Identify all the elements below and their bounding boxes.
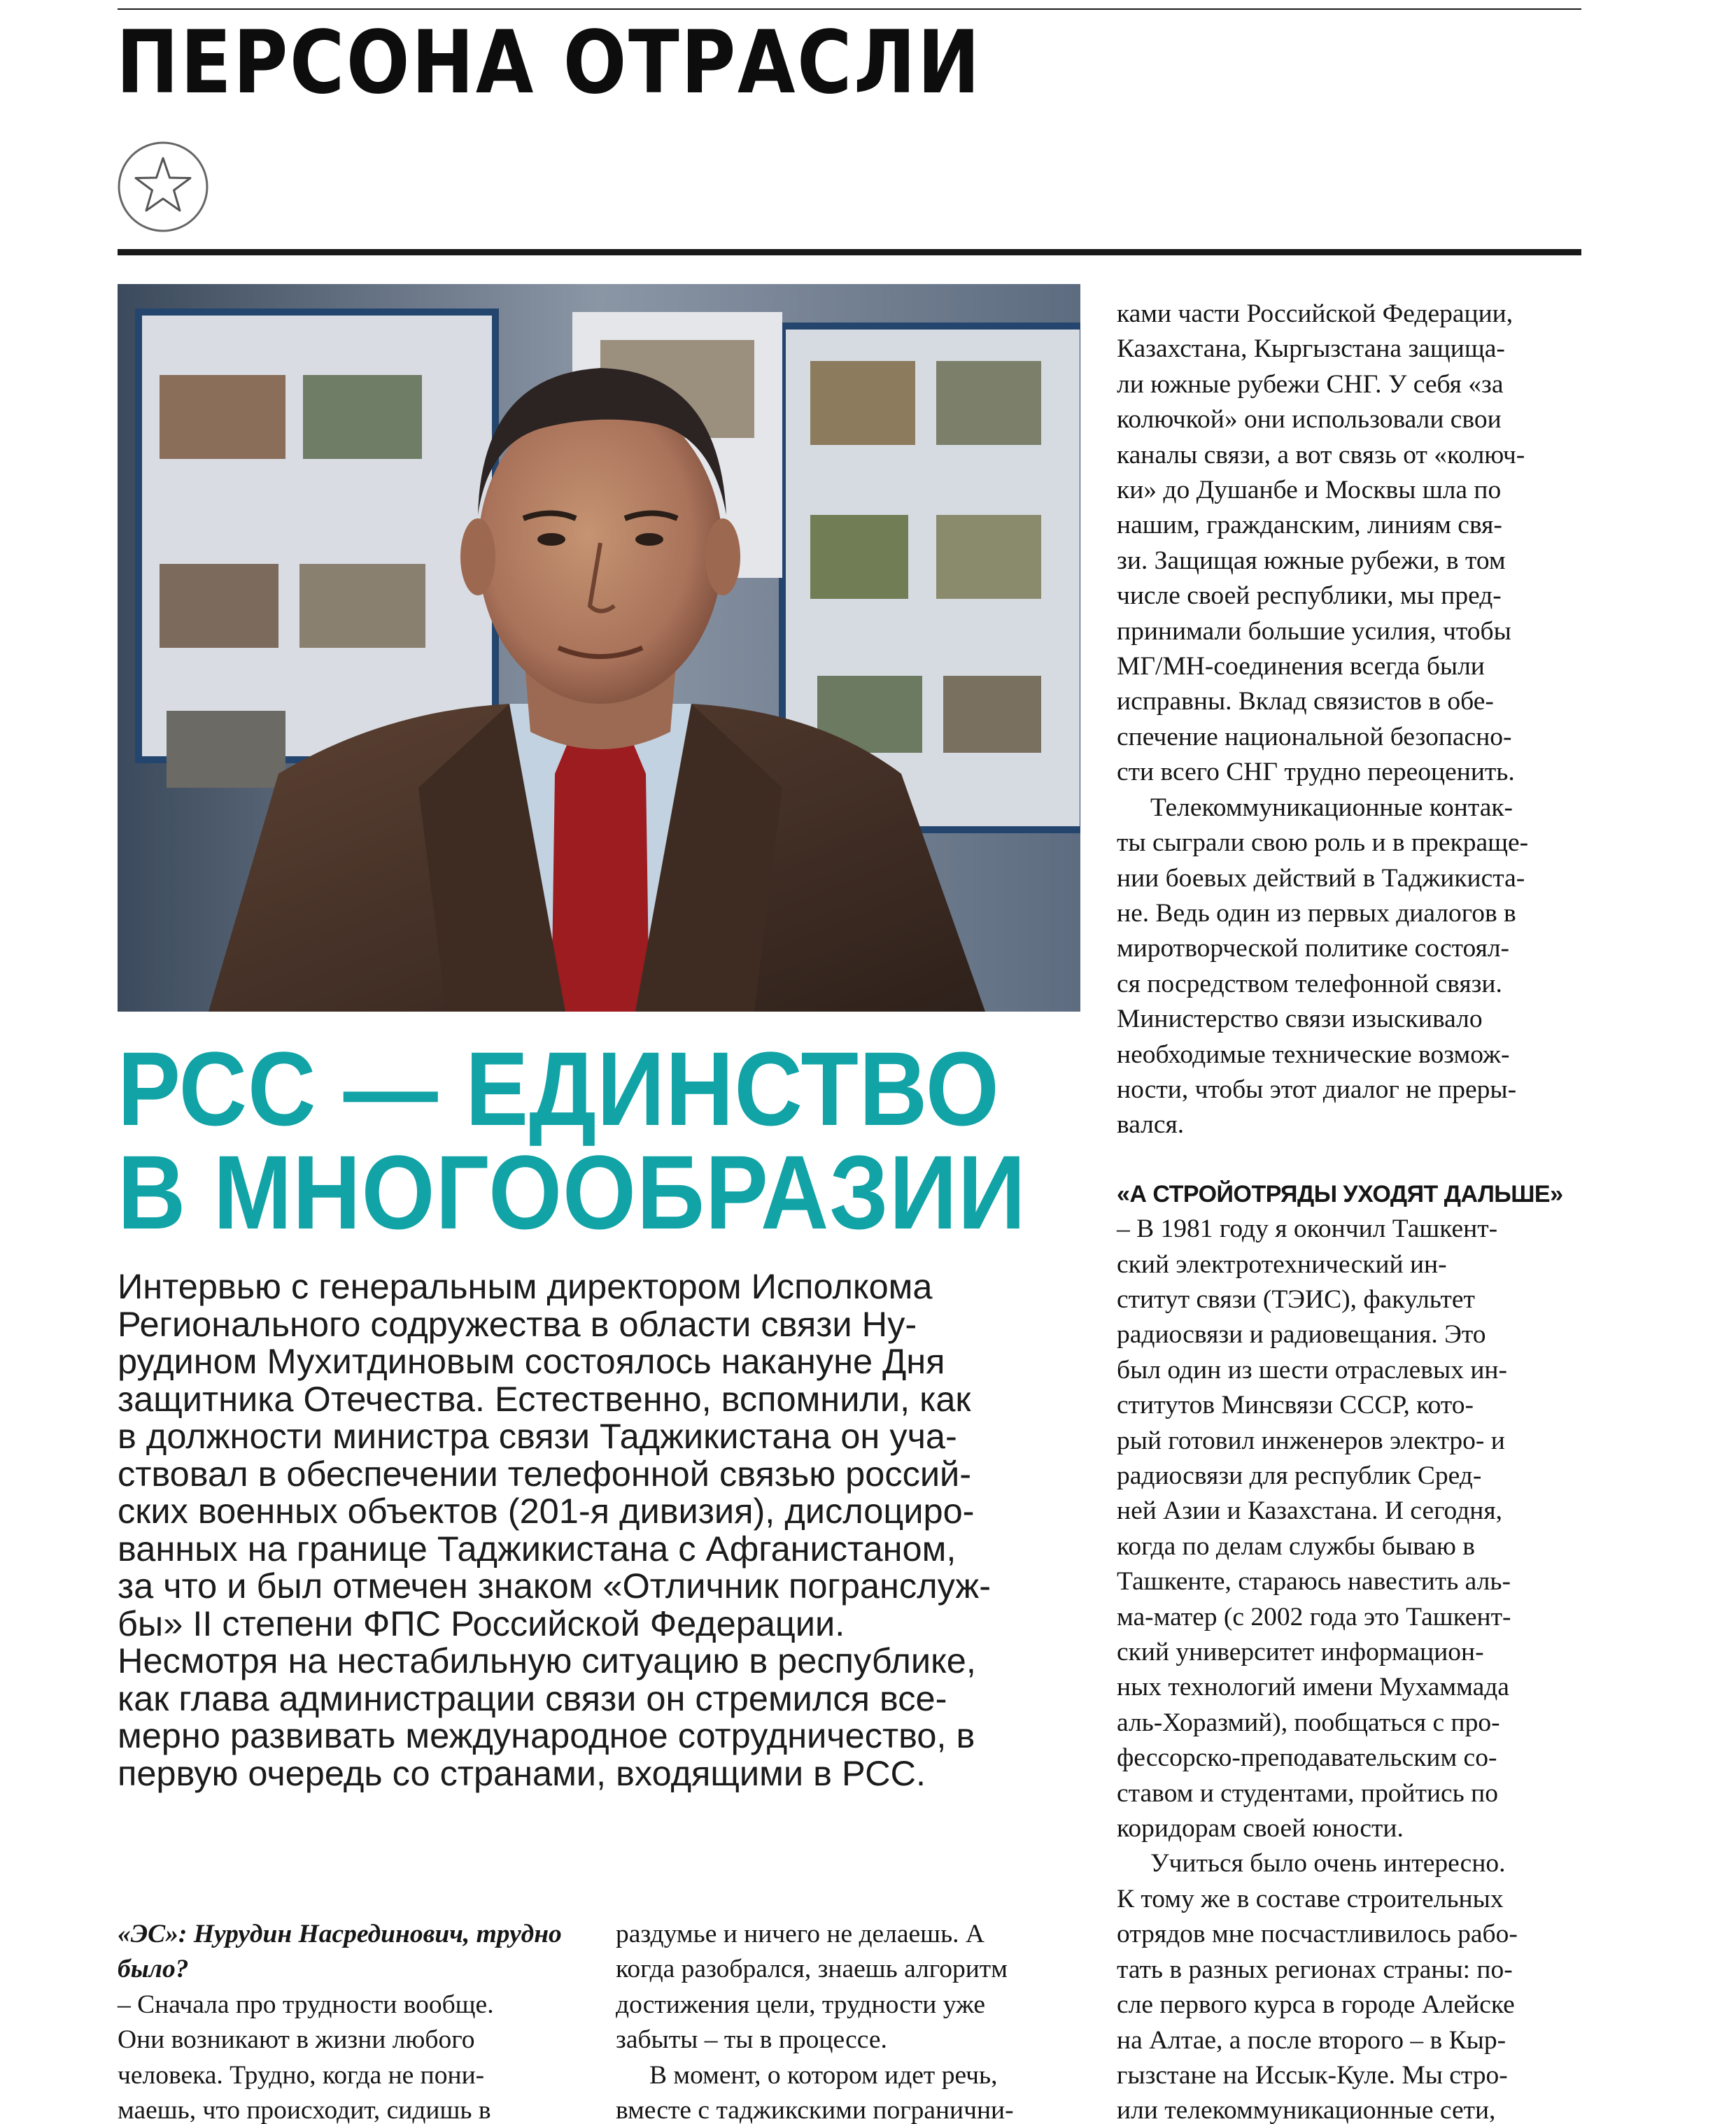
body-line: гызстане на Иссык-Куле. Мы стро- [1117,2060,1508,2090]
lead-line: ских военных объектов (201-я дивизия), дислоциро- [118,1491,975,1531]
section-title: ПЕРСОНА ОТРАСЛИ [116,13,982,113]
body-line: ности, чтобы этот диалог не преры- [1117,1075,1517,1104]
body-line: – В 1981 году я окончил Ташкент- [1117,1215,1498,1244]
body-line: ками части Российской Федерации, [1117,299,1513,328]
body-line: на Алтае, а после второго – в Кыр- [1117,2025,1506,2055]
portrait-photo [118,284,1080,1012]
body-line: сти всего СНГ трудно переоценить. [1117,758,1515,787]
body-line: принимали большие усилия, чтобы [1117,616,1511,646]
top-rule [118,8,1581,10]
body-line: – Сначала про трудности вообще. [118,1990,494,2019]
body-line: ститутов Минсвязи СССР, кото- [1117,1391,1474,1420]
lead-line: бы» II степени ФПС Российской Федерации. [118,1603,845,1643]
body-line: спечение национальной безопасно- [1117,722,1512,751]
interview-question: было? [118,1955,189,1984]
headline-line: В МНОГООБРАЗИИ [118,1133,1026,1251]
body-line: рый готовил инженеров электро- и [1117,1426,1505,1455]
star-icon [116,140,210,234]
body-line: Телекоммуникационные контак- [1150,793,1513,822]
body-column-2 [616,1917,1092,2124]
lead-paragraph [118,1268,1083,1792]
article-headline [118,1030,1026,1251]
body-line: забыты – ты в процессе. [616,2025,887,2055]
body-line: ский университет информацион- [1117,1638,1484,1667]
header-rule [118,249,1581,255]
body-line: вался. [1117,1110,1185,1140]
body-line: ли южные рубежи СНГ. У себя «за [1117,369,1504,399]
body-line: сле первого курса в городе Алейске [1117,1990,1515,2020]
body-line: отрядов мне посчастливилось рабо- [1117,1920,1518,1949]
lead-line: Несмотря на нестабильную ситуацию в республике, [118,1641,976,1680]
body-line: фессорско-преподавательским со- [1117,1743,1497,1773]
lead-line: в должности министра связи Таджикистана он уча- [118,1416,957,1456]
lead-line: как глава администрации связи он стремился все- [118,1678,947,1718]
body-line: каналы связи, а вот связь от «колюч- [1117,440,1525,469]
body-line: вместе с таджикскими погранични- [616,2096,1014,2124]
body-line: человека. Трудно, когда не пони- [118,2060,485,2090]
lead-line: рудином Мухитдиновым состоялось накануне Дня [118,1341,945,1381]
body-line: ставом и студентами, пройтись по [1117,1778,1498,1808]
paragraph-gap [1117,1143,1581,1177]
body-line: был один из шести отраслевых ин- [1117,1355,1507,1385]
headline-line: РСС — ЕДИНСТВО [118,1030,1000,1147]
body-line: тать в разных регионах страны: по- [1117,1955,1513,1984]
body-line: МГ/МН-соединения всегда были [1117,652,1485,681]
body-line: ститут связи (ТЭИС), факультет [1117,1284,1475,1314]
body-line: нашим, гражданским, линиям свя- [1117,511,1502,540]
body-line: Министерство связи изыскивало [1117,1005,1483,1034]
body-line: Ташкенте, стараюсь навестить аль- [1117,1567,1511,1596]
body-line: ки» до Душанбе и Москвы шла по [1117,476,1502,505]
body-line: ма-матер (с 2002 года это Ташкент- [1117,1602,1511,1631]
body-line: Учиться было очень интересно. [1150,1849,1506,1878]
subheading: «А СТРОЙОТРЯДЫ УХОДЯТ ДАЛЬШЕ» [1117,1180,1563,1208]
body-line: радиосвязи для республик Сред- [1117,1461,1482,1490]
body-line: коридорам своей юности. [1117,1814,1404,1843]
body-line: или телекоммуникационные сети, [1117,2096,1496,2124]
body-line: раздумье и ничего не делаешь. А [616,1920,985,1948]
lead-line: ствовал в обеспечении телефонной связью россий- [118,1453,972,1494]
body-line: Они возникают в жизни любого [118,2025,475,2055]
body-line: ней Азии и Казахстана. И сегодня, [1117,1496,1502,1526]
body-line: не. Ведь один из первых диалогов в [1117,898,1516,928]
body-line: ский электротехнический ин- [1117,1249,1447,1279]
body-line: ся посредством телефонной связи. [1117,969,1502,998]
body-line: ты сыграли свою роль и в прекраще- [1117,828,1529,858]
interview-question: «ЭС»: Нурудин Насрединович, трудно [118,1920,562,1948]
body-line: зи. Защищая южные рубежи, в том [1117,546,1506,575]
body-line: миротворческой политике состоял- [1117,934,1510,963]
body-line: К тому же в составе строительных [1117,1884,1504,1913]
body-line: достижения цели, трудности уже [616,1990,986,2019]
lead-line: первую очередь со странами, входящими в РСС. [118,1753,926,1793]
body-column-3 [1117,297,1581,2124]
body-line: колючкой» они использовали свои [1117,405,1502,434]
body-line: ных технологий имени Мухаммада [1117,1673,1509,1702]
lead-line: ванных на границе Таджикистана с Афганистаном, [118,1528,957,1569]
lead-line: Регионального содружества в области связи Ну- [118,1303,917,1344]
body-line: Казахстана, Кыргызстана защища- [1117,334,1505,364]
body-line: маешь, что происходит, сидишь в [118,2096,491,2124]
body-line: необходимые технические возмож- [1117,1040,1510,1069]
body-line: аль-Хоразмий), пообщаться с про- [1117,1708,1500,1737]
lead-line: мерно развивать международное сотрудничество, в [118,1715,975,1755]
body-line: когда разобрался, знаешь алгоритм [616,1955,1008,1984]
body-column-1 [118,1917,593,2124]
body-line: исправны. Вклад связистов в обе- [1117,687,1494,716]
body-line: В момент, о котором идет речь, [649,2060,998,2090]
body-line: когда по делам службы бываю в [1117,1531,1475,1561]
lead-line: за что и был отмечен знаком «Отличник погранслуж- [118,1566,992,1606]
lead-line: Интервью с генеральным директором Исполкома [118,1266,933,1306]
body-line: нии боевых действий в Таджикиста- [1117,863,1525,893]
body-line: числе своей республики, мы пред- [1117,581,1502,611]
body-line: радиосвязи и радиовещания. Это [1117,1320,1486,1350]
lead-line: защитника Отечества. Естественно, вспомнили, как [118,1378,971,1419]
